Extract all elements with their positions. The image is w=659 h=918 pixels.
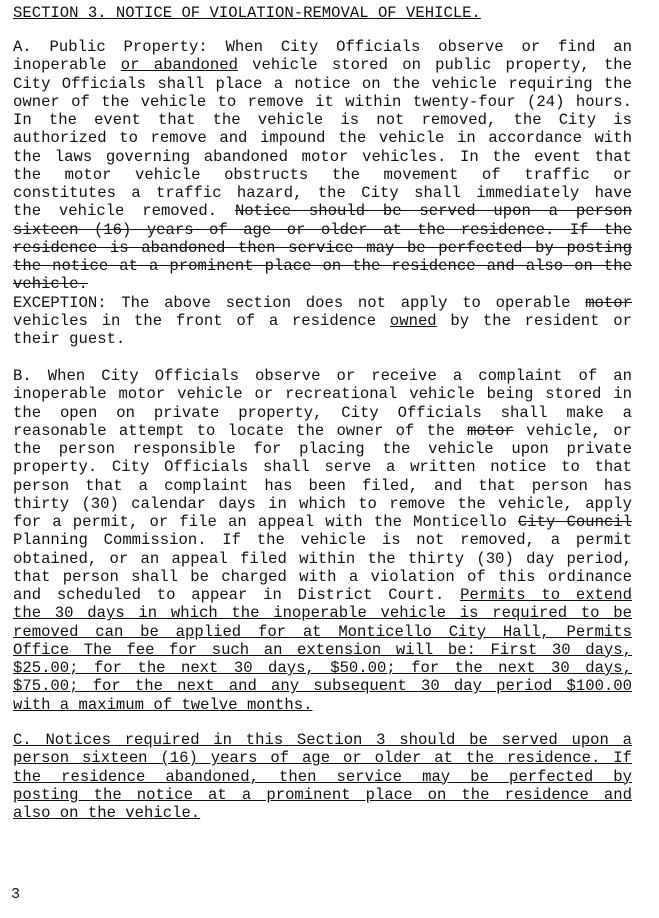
- struck-text: motor: [585, 293, 632, 312]
- text-run: that person shall be charged with a violation of this ordinance: [13, 567, 632, 586]
- text-line: [13, 477, 632, 495]
- underlined-text: $75.00; for the next and any subsequent 30 day period $100.00: [13, 677, 632, 696]
- section-c-paragraph: [13, 731, 632, 822]
- underlined-text: the 30 days in which the inoperable vehicle is required to be: [13, 604, 632, 623]
- text-line: [13, 148, 632, 166]
- struck-text: the notice at a prominent place on the residence and also on the: [13, 257, 632, 275]
- text-line: [13, 312, 632, 330]
- text-line: [13, 731, 632, 749]
- struck-text: residence is abandoned then service may be perfected by posting: [13, 238, 632, 257]
- text-run: for a permit, or file an appeal with the Monticello: [13, 513, 518, 531]
- text-run: Planning Commission. If the vehicle is not removed, a permit: [13, 531, 632, 550]
- text-line: [13, 568, 632, 586]
- text-run: the vehicle removed.: [13, 202, 235, 221]
- text-line: [13, 166, 632, 184]
- section-heading: SECTION 3. NOTICE OF VIOLATION-REMOVAL OF VEHICLE.: [13, 4, 481, 22]
- underlined-text: owned: [389, 311, 437, 330]
- text-line: [13, 749, 632, 767]
- text-line: [13, 275, 632, 293]
- text-run: vehicle stored on public property, the: [237, 56, 633, 75]
- text-line: [13, 458, 632, 476]
- page-number: 3: [11, 886, 21, 903]
- struck-text: motor: [467, 421, 514, 440]
- underlined-text: Office The fee for such an extension will be: First 30 days,: [13, 640, 632, 659]
- underlined-text: C. Notices required in this Section 3 should be served upon a: [13, 731, 632, 749]
- text-line: [13, 221, 632, 239]
- underlined-text: Permits to extend: [460, 586, 632, 604]
- text-line: [13, 659, 632, 677]
- text-run: and scheduled to appear in District Court.: [13, 586, 461, 604]
- text-line: [13, 422, 632, 440]
- text-run: City Officials shall place a notice on the vehicle requiring the: [13, 74, 632, 93]
- text-run: vehicles in the front of a residence: [13, 311, 390, 330]
- underlined-text: the residence abandoned, then service may be perfected by: [13, 767, 632, 786]
- struck-text: City Council: [517, 513, 632, 531]
- text-run: person that a complaint has been filed, and that person has: [13, 476, 632, 495]
- text-line: [13, 56, 632, 74]
- text-line: [13, 93, 632, 111]
- text-run: the open on private property, City Officials shall make a: [13, 403, 632, 422]
- text-line: [13, 604, 632, 622]
- text-run: constitutes a traffic hazard, the City shall immediately have: [13, 184, 632, 202]
- text-line: [13, 623, 632, 641]
- text-run: reasonable attempt to locate the owner of the: [13, 421, 468, 440]
- text-run: the person responsible for placing the vehicle upon private: [13, 440, 632, 458]
- text-run: In the event that the vehicle is not removed, the City is: [13, 111, 632, 129]
- text-run: authorized to remove and impound the vehicle in accordance with: [13, 129, 632, 148]
- text-line: [13, 330, 632, 348]
- text-run: obtained, or an appeal filed within the thirty (30) day period,: [13, 549, 632, 568]
- underlined-text: removed can be applied for at Monticello City Hall, Permits: [13, 622, 632, 641]
- text-line: [13, 404, 632, 422]
- text-line: [13, 257, 632, 275]
- text-run: vehicle, or: [513, 421, 632, 440]
- text-run: the motor vehicle obstructs the movement of traffic or: [13, 165, 632, 184]
- text-line: [13, 804, 632, 822]
- text-line: [13, 677, 632, 695]
- text-line: [13, 786, 632, 804]
- underlined-text: person sixteen (16) years of age or older at the residence. If: [13, 749, 632, 768]
- text-line: [13, 513, 632, 531]
- text-run: EXCEPTION: The above section does not apply to operable: [13, 293, 586, 312]
- text-run: A. Public Property: When City Officials observe or find an: [13, 38, 632, 56]
- text-line: [13, 531, 632, 549]
- struck-text: Notice should be served upon a person: [234, 202, 632, 221]
- text-run: by the resident or: [436, 311, 632, 330]
- text-line: [13, 550, 632, 568]
- section-b-paragraph: [13, 367, 632, 714]
- text-run: inoperable: [13, 56, 121, 75]
- text-line: [13, 129, 632, 147]
- text-line: [13, 367, 632, 385]
- text-line: [13, 768, 632, 786]
- text-line: [13, 696, 632, 714]
- section-a-paragraph: [13, 38, 632, 348]
- text-run: the laws governing abandoned motor vehicles. In the event that: [13, 147, 632, 166]
- text-run: inoperable motor vehicle or recreational vehicle being stored in: [13, 385, 632, 404]
- text-run: owner of the vehicle to remove it within twenty-four (24) hours.: [13, 92, 632, 111]
- struck-text: sixteen (16) years of age or older at the residence. If the: [13, 220, 632, 239]
- text-line: [13, 294, 632, 312]
- text-line: [13, 239, 632, 257]
- text-line: [13, 641, 632, 659]
- text-line: [13, 111, 632, 129]
- text-run: B. When City Officials observe or receive a complaint of an: [13, 367, 632, 385]
- struck-text: vehicle.: [13, 275, 88, 294]
- underlined-text: also on the vehicle.: [13, 804, 201, 822]
- text-line: [13, 586, 632, 604]
- underlined-text: or abandoned: [120, 56, 238, 75]
- text-run: thirty (30) calendar days in which to remove the vehicle, apply: [13, 494, 632, 513]
- underlined-text: with a maximum of twelve months.: [13, 695, 313, 714]
- underlined-text: posting the notice at a prominent place on the residence and: [13, 785, 632, 804]
- underlined-text: $25.00; for the next 30 days, $50.00; for the next 30 days,: [13, 659, 632, 677]
- text-line: [13, 202, 632, 220]
- text-line: [13, 38, 632, 56]
- text-line: [13, 495, 632, 513]
- text-line: [13, 75, 632, 93]
- text-line: [13, 184, 632, 202]
- text-line: [13, 385, 632, 403]
- text-line: [13, 440, 632, 458]
- text-run: their guest.: [13, 330, 126, 348]
- text-run: property. City Officials shall serve a written notice to that: [13, 458, 632, 477]
